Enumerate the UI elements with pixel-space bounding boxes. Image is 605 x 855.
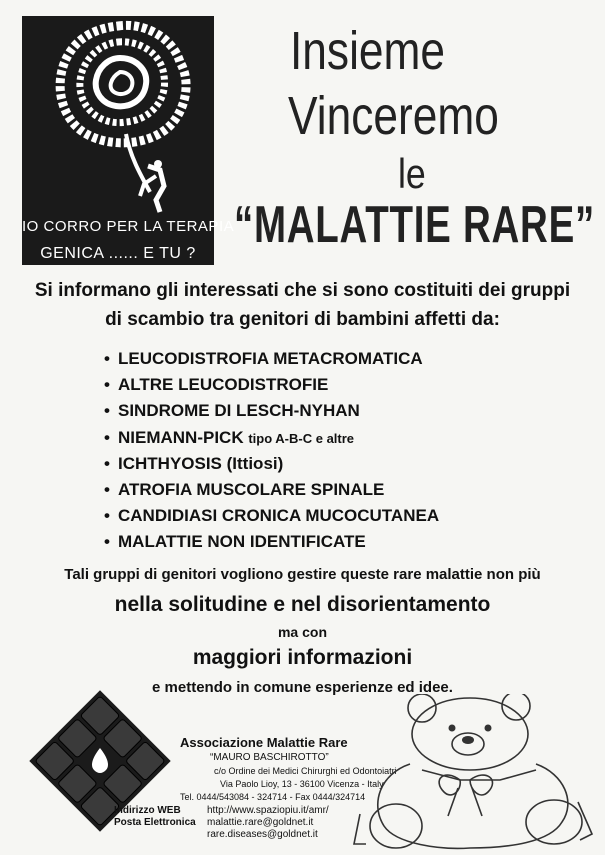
- association-telephone: Tel. 0444/543084 - 324714 - Fax 0444/324714: [180, 792, 366, 802]
- disease-label: ALTRE LEUCODISTROFIE: [118, 375, 329, 395]
- title-line-2: Vinceremo: [288, 86, 499, 146]
- disease-item: [104, 425, 439, 451]
- disease-list: [104, 346, 439, 556]
- bullet-icon: •: [104, 532, 110, 552]
- email-link-1[interactable]: malattie.rare@goldnet.it: [207, 817, 314, 828]
- closing-line-2: nella solitudine e nel disorientamento: [114, 593, 491, 616]
- bullet-icon: •: [104, 453, 110, 473]
- title-line-4: “MALATTIE RARE”: [234, 196, 595, 254]
- association-name: Associazione Malattie Rare: [180, 735, 348, 750]
- closing-line-5: e mettendo in comune esperienze ed idee.: [152, 679, 453, 696]
- association-subtitle: “MAURO BASCHIROTTO”: [210, 752, 329, 763]
- disease-label: MALATTIE NON IDENTIFICATE: [118, 532, 366, 552]
- disease-item: [104, 477, 439, 503]
- bullet-icon: •: [104, 506, 110, 526]
- teddy-bear-icon: [340, 694, 595, 852]
- bullet-icon: •: [104, 375, 110, 395]
- intro-line-2: di scambio tra genitori di bambini affetti da:: [105, 309, 500, 330]
- closing-line-3: ma con: [277, 624, 327, 640]
- disease-label: SINDROME DI LESCH-NYHAN: [118, 401, 360, 421]
- intro-line-1: Si informano gli interessati che si sono costituiti dei gruppi: [34, 280, 571, 301]
- disease-item: [104, 372, 439, 398]
- email-label: Posta Elettronica: [114, 817, 196, 828]
- logo-slogan-line1: IO CORRO PER LA TERAPIA: [22, 218, 235, 235]
- email-link-2[interactable]: rare.diseases@goldnet.it: [207, 829, 318, 840]
- bullet-icon: •: [104, 479, 110, 499]
- bullet-icon: •: [104, 349, 110, 368]
- web-label: Indirizzo WEB: [114, 805, 181, 816]
- association-address-line1: c/o Ordine dei Medici Chirurghi ed Odontoiatri: [214, 766, 397, 776]
- disease-label: NIEMANN-PICK: [118, 427, 244, 447]
- bullet-icon: •: [104, 401, 110, 421]
- logo-slogan-line2: GENICA ...... E TU ?: [40, 245, 196, 262]
- disease-detail: tipo A-B-C e altre: [248, 430, 355, 446]
- title-line-3: le: [398, 150, 426, 197]
- disease-item: [104, 346, 439, 372]
- disease-item: [104, 398, 439, 424]
- flower-runner-icon: [22, 16, 214, 216]
- disease-item: [104, 529, 439, 555]
- closing-line-4: maggiori informazioni: [192, 646, 413, 669]
- disease-label: CANDIDIASI CRONICA MUCOCUTANEA: [118, 506, 440, 526]
- title-line-1: Insieme: [290, 21, 446, 81]
- disease-label: ICHTHYOSIS (Ittiosi): [118, 453, 284, 473]
- closing-line-1: Tali gruppi di genitori vogliono gestire queste rare malattie non più: [64, 566, 541, 583]
- disease-item: [104, 451, 439, 477]
- bullet-icon: •: [104, 427, 110, 447]
- web-address-link[interactable]: http://www.spaziopiu.it/amr/: [207, 805, 329, 816]
- disease-item: [104, 503, 439, 529]
- disease-label: LEUCODISTROFIA METACROMATICA: [118, 349, 423, 368]
- disease-label: ATROFIA MUSCOLARE SPINALE: [118, 479, 385, 499]
- campaign-logo: [22, 16, 235, 265]
- association-address-line2: Via Paolo Lioy, 13 - 36100 Vicenza - Italy: [220, 779, 384, 789]
